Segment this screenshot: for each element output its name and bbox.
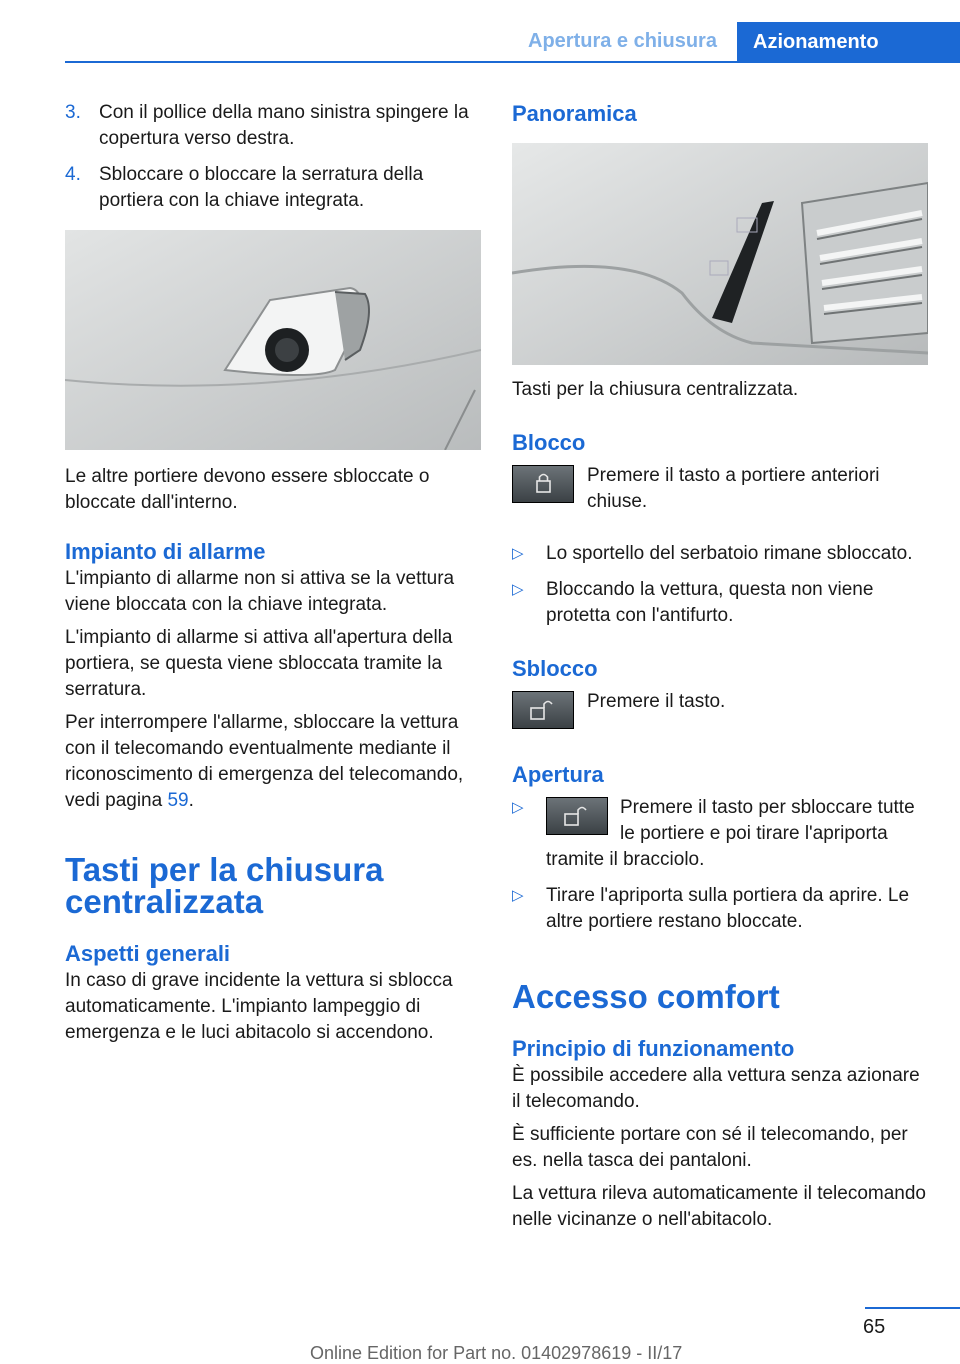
bullet-triangle-icon: ▷ xyxy=(512,545,524,562)
header-rule xyxy=(65,61,960,63)
paragraph-alarm-2: L'impianto di allarme si attiva all'apertura della portiera, se questa viene sbloccata tramite la serratura. xyxy=(65,627,453,700)
page-number: 65 xyxy=(863,1316,886,1338)
page-reference-link[interactable]: 59 xyxy=(167,790,189,811)
unlock-button-icon xyxy=(546,797,608,835)
alarm-3-text: Per interrompere l'allarme, sbloccare la vettura con il telecomando eventualmente mediante il riconoscimento di emergenza del telecomando, vedi pagina xyxy=(65,712,464,811)
heading-overview: Panoramica xyxy=(512,101,637,126)
paragraph-comfort-3: La vettura rileva automaticamente il telecomando nelle vicinanze o nell'abitacolo. xyxy=(512,1183,927,1230)
heading-unlock: Sblocco xyxy=(512,656,598,681)
heading-operating-principle: Principio di funzionamento xyxy=(512,1036,795,1061)
lock-instruction xyxy=(512,463,930,515)
left-column xyxy=(65,100,483,1053)
lock-text: Premere il tasto a portiere anteriori chiuse. xyxy=(587,465,880,512)
central-lock-buttons-image xyxy=(512,143,928,365)
header-chapter-label: Azionamento xyxy=(753,31,879,53)
paragraph-comfort-2: È sufficiente portare con sé il telecomando, per es. nella tasca dei pantaloni. xyxy=(512,1124,908,1171)
paragraph-crash-unlock: In caso di grave incidente la vettura si sblocca automaticamente. L'impianto lampeggio di emergenza e le luci abitacolo si accendono. xyxy=(65,970,453,1043)
bullet-triangle-icon: ▷ xyxy=(512,581,524,598)
paragraph-alarm-1: L'impianto di allarme non si attiva se la vettura viene bloccata con la chiave integrata. xyxy=(65,568,455,615)
door-lock-cylinder-image xyxy=(65,230,481,450)
lock-button-icon xyxy=(512,465,574,503)
step-3 xyxy=(65,100,483,152)
paragraph-alarm-3 xyxy=(65,710,483,814)
alarm-3-end: . xyxy=(188,790,194,811)
bullet-text: Tirare l'apriporta sulla portiera da aprire. Le altre portiere restano bloccate. xyxy=(546,885,910,932)
heading-opening: Apertura xyxy=(512,762,604,787)
step-number: 3. xyxy=(65,102,81,123)
edition-note: Online Edition for Part no. 01402978619 - II/17 xyxy=(310,1343,683,1363)
heading-central-locking: Tasti per la chiusura centralizzata xyxy=(65,851,384,920)
heading-general-aspects: Aspetti generali xyxy=(65,941,231,966)
open-bullet-1 xyxy=(512,795,930,873)
lock-bullet-1 xyxy=(512,541,930,567)
open-bullet-2 xyxy=(512,883,930,935)
step-text: Sbloccare o bloccare la serratura della portiera con la chiave integrata. xyxy=(99,164,424,211)
image-caption: Tasti per la chiusura centralizzata. xyxy=(512,379,799,400)
unlock-instruction xyxy=(512,689,930,731)
bullet-triangle-icon: ▷ xyxy=(512,799,524,816)
header-section-title: Apertura e chiusura xyxy=(528,30,717,52)
footer-rule xyxy=(865,1307,960,1309)
bullet-triangle-icon: ▷ xyxy=(512,887,524,904)
paragraph-other-doors: Le altre portiere devono essere sbloccate o bloccate dall'interno. xyxy=(65,466,430,513)
unlock-text: Premere il tasto. xyxy=(587,691,726,712)
step-number: 4. xyxy=(65,164,81,185)
heading-alarm: Impianto di allarme xyxy=(65,539,266,564)
lock-bullet-2 xyxy=(512,577,930,629)
bullet-text: Lo sportello del serbatoio rimane sbloccato. xyxy=(546,543,913,564)
bullet-text: Premere il tasto per sbloccare tutte le portiere e poi tirare l'apriporta tramite il bracciolo. xyxy=(546,797,915,870)
heading-comfort-access: Accesso comfort xyxy=(512,978,780,1015)
heading-lock: Blocco xyxy=(512,430,586,455)
unlock-button-icon xyxy=(512,691,574,729)
step-4 xyxy=(65,162,483,214)
paragraph-comfort-1: È possibile accedere alla vettura senza azionare il telecomando. xyxy=(512,1065,920,1112)
step-text: Con il pollice della mano sinistra spingere la copertura verso destra. xyxy=(99,102,469,149)
right-column xyxy=(512,100,930,1240)
header-chapter-tab xyxy=(737,22,960,61)
bullet-text: Bloccando la vettura, questa non viene protetta con l'antifurto. xyxy=(546,579,874,626)
